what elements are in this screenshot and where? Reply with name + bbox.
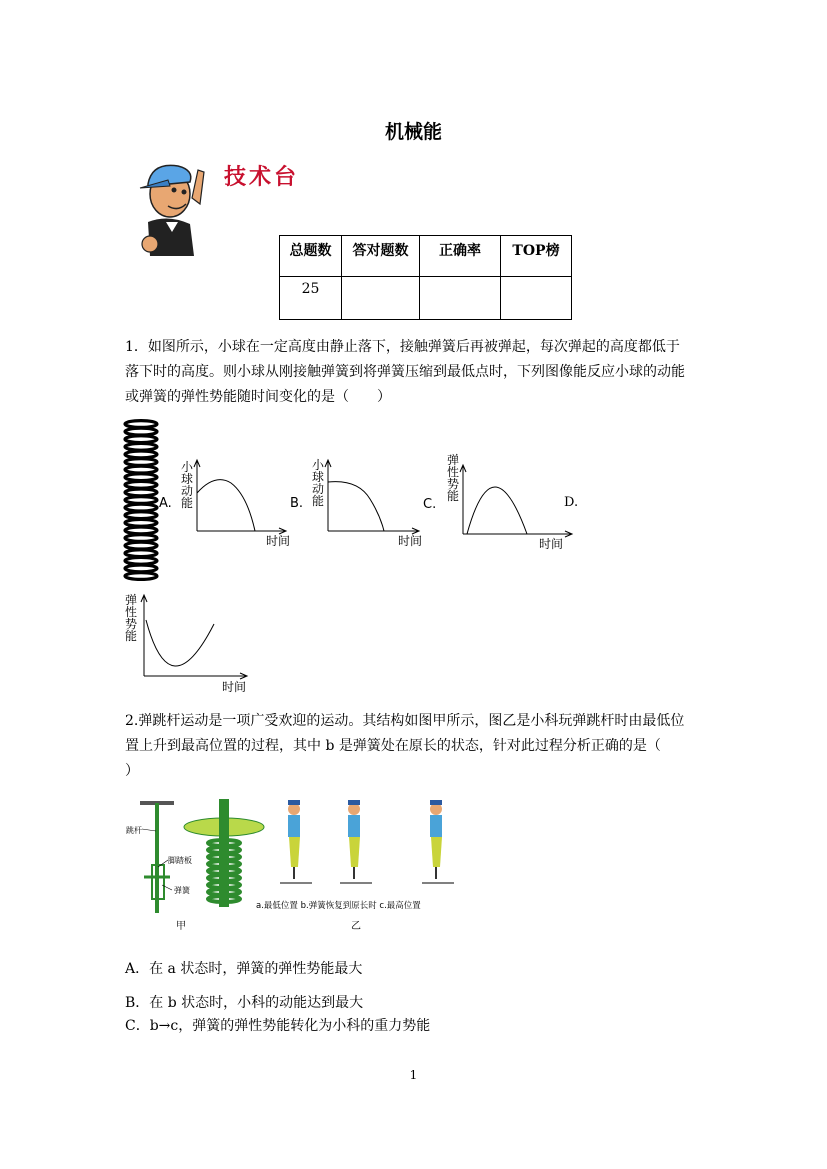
- table-value-cell: [501, 277, 572, 320]
- page-number: 1: [409, 1068, 418, 1082]
- graph-a-xlabel: 时间: [266, 534, 291, 548]
- graph-b-ylabel: 小球动能: [312, 458, 325, 508]
- option-c-letter: C.: [423, 497, 437, 512]
- table-value-cell: [342, 277, 420, 320]
- graph-option-c: [421, 452, 581, 552]
- table-header-cell: 答对题数: [342, 236, 420, 277]
- graph-option-a: [155, 455, 295, 550]
- table-header-cell: 总题数: [280, 236, 342, 277]
- graph-d-xlabel: 时间: [222, 680, 247, 694]
- graph-option-d: [120, 590, 260, 696]
- graph-c-xlabel: 时间: [539, 537, 564, 551]
- option-c: C．b→c，弹簧的弹性势能转化为小科的重力势能: [125, 1018, 431, 1034]
- caption-yi: 乙: [351, 921, 361, 932]
- score-table: [279, 235, 572, 320]
- option-d-letter: D.: [564, 495, 579, 510]
- label-pogo-stick: 跳杆: [126, 826, 142, 835]
- table-value-cell: 25: [280, 277, 342, 320]
- table-header-cell: TOP榜: [501, 236, 572, 277]
- option-b: B．在 b 状态时，小科的动能达到最大: [125, 995, 364, 1011]
- graph-a-ylabel: 小球动能: [181, 460, 194, 510]
- question-1-text: 1．如图所示，小球在一定高度由静止落下，接触弹簧后再被弹起，每次弹起的高度都低于 落下时的高度。则小球从刚接触弹簧到将弹簧压缩到最低点时，下列图像能反应小球的动能 或弹簧的弹性势能随时间变化的是（ ）: [125, 339, 685, 405]
- question-2-text: 2.弹跳杆运动是一项广受欢迎的运动。其结构如图甲所示，图乙是小科玩弹跳杆时由最低位 置上升到最高位置的过程，其中 b 是弹簧处在原长的状态，针对此过程分析正确的是（ ）: [125, 713, 685, 779]
- graph-c-ylabel: 弹性势能: [447, 453, 460, 503]
- label-spring: 弹簧: [174, 886, 190, 895]
- table-value-cell: [420, 277, 501, 320]
- label-footrest: 脚踏板: [168, 856, 192, 865]
- teacher-mascot-image: [138, 160, 208, 258]
- pogo-stick-figure: [124, 795, 464, 935]
- graph-b-xlabel: 时间: [398, 534, 423, 548]
- option-b-letter: B.: [290, 496, 304, 511]
- tech-label: 技术台: [224, 164, 300, 190]
- option-a: A．在 a 状态时，弹簧的弹性势能最大: [125, 961, 363, 977]
- states-caption: a.最低位置 b.弹簧恢复到原长时 c.最高位置: [256, 901, 421, 911]
- graph-option-b: [288, 455, 428, 550]
- table-header-cell: 正确率: [420, 236, 501, 277]
- option-a-letter: A.: [159, 496, 172, 511]
- page-title: 机械能: [384, 121, 442, 143]
- graph-d-ylabel: 弹性势能: [125, 593, 138, 643]
- caption-jia: 甲: [176, 921, 186, 932]
